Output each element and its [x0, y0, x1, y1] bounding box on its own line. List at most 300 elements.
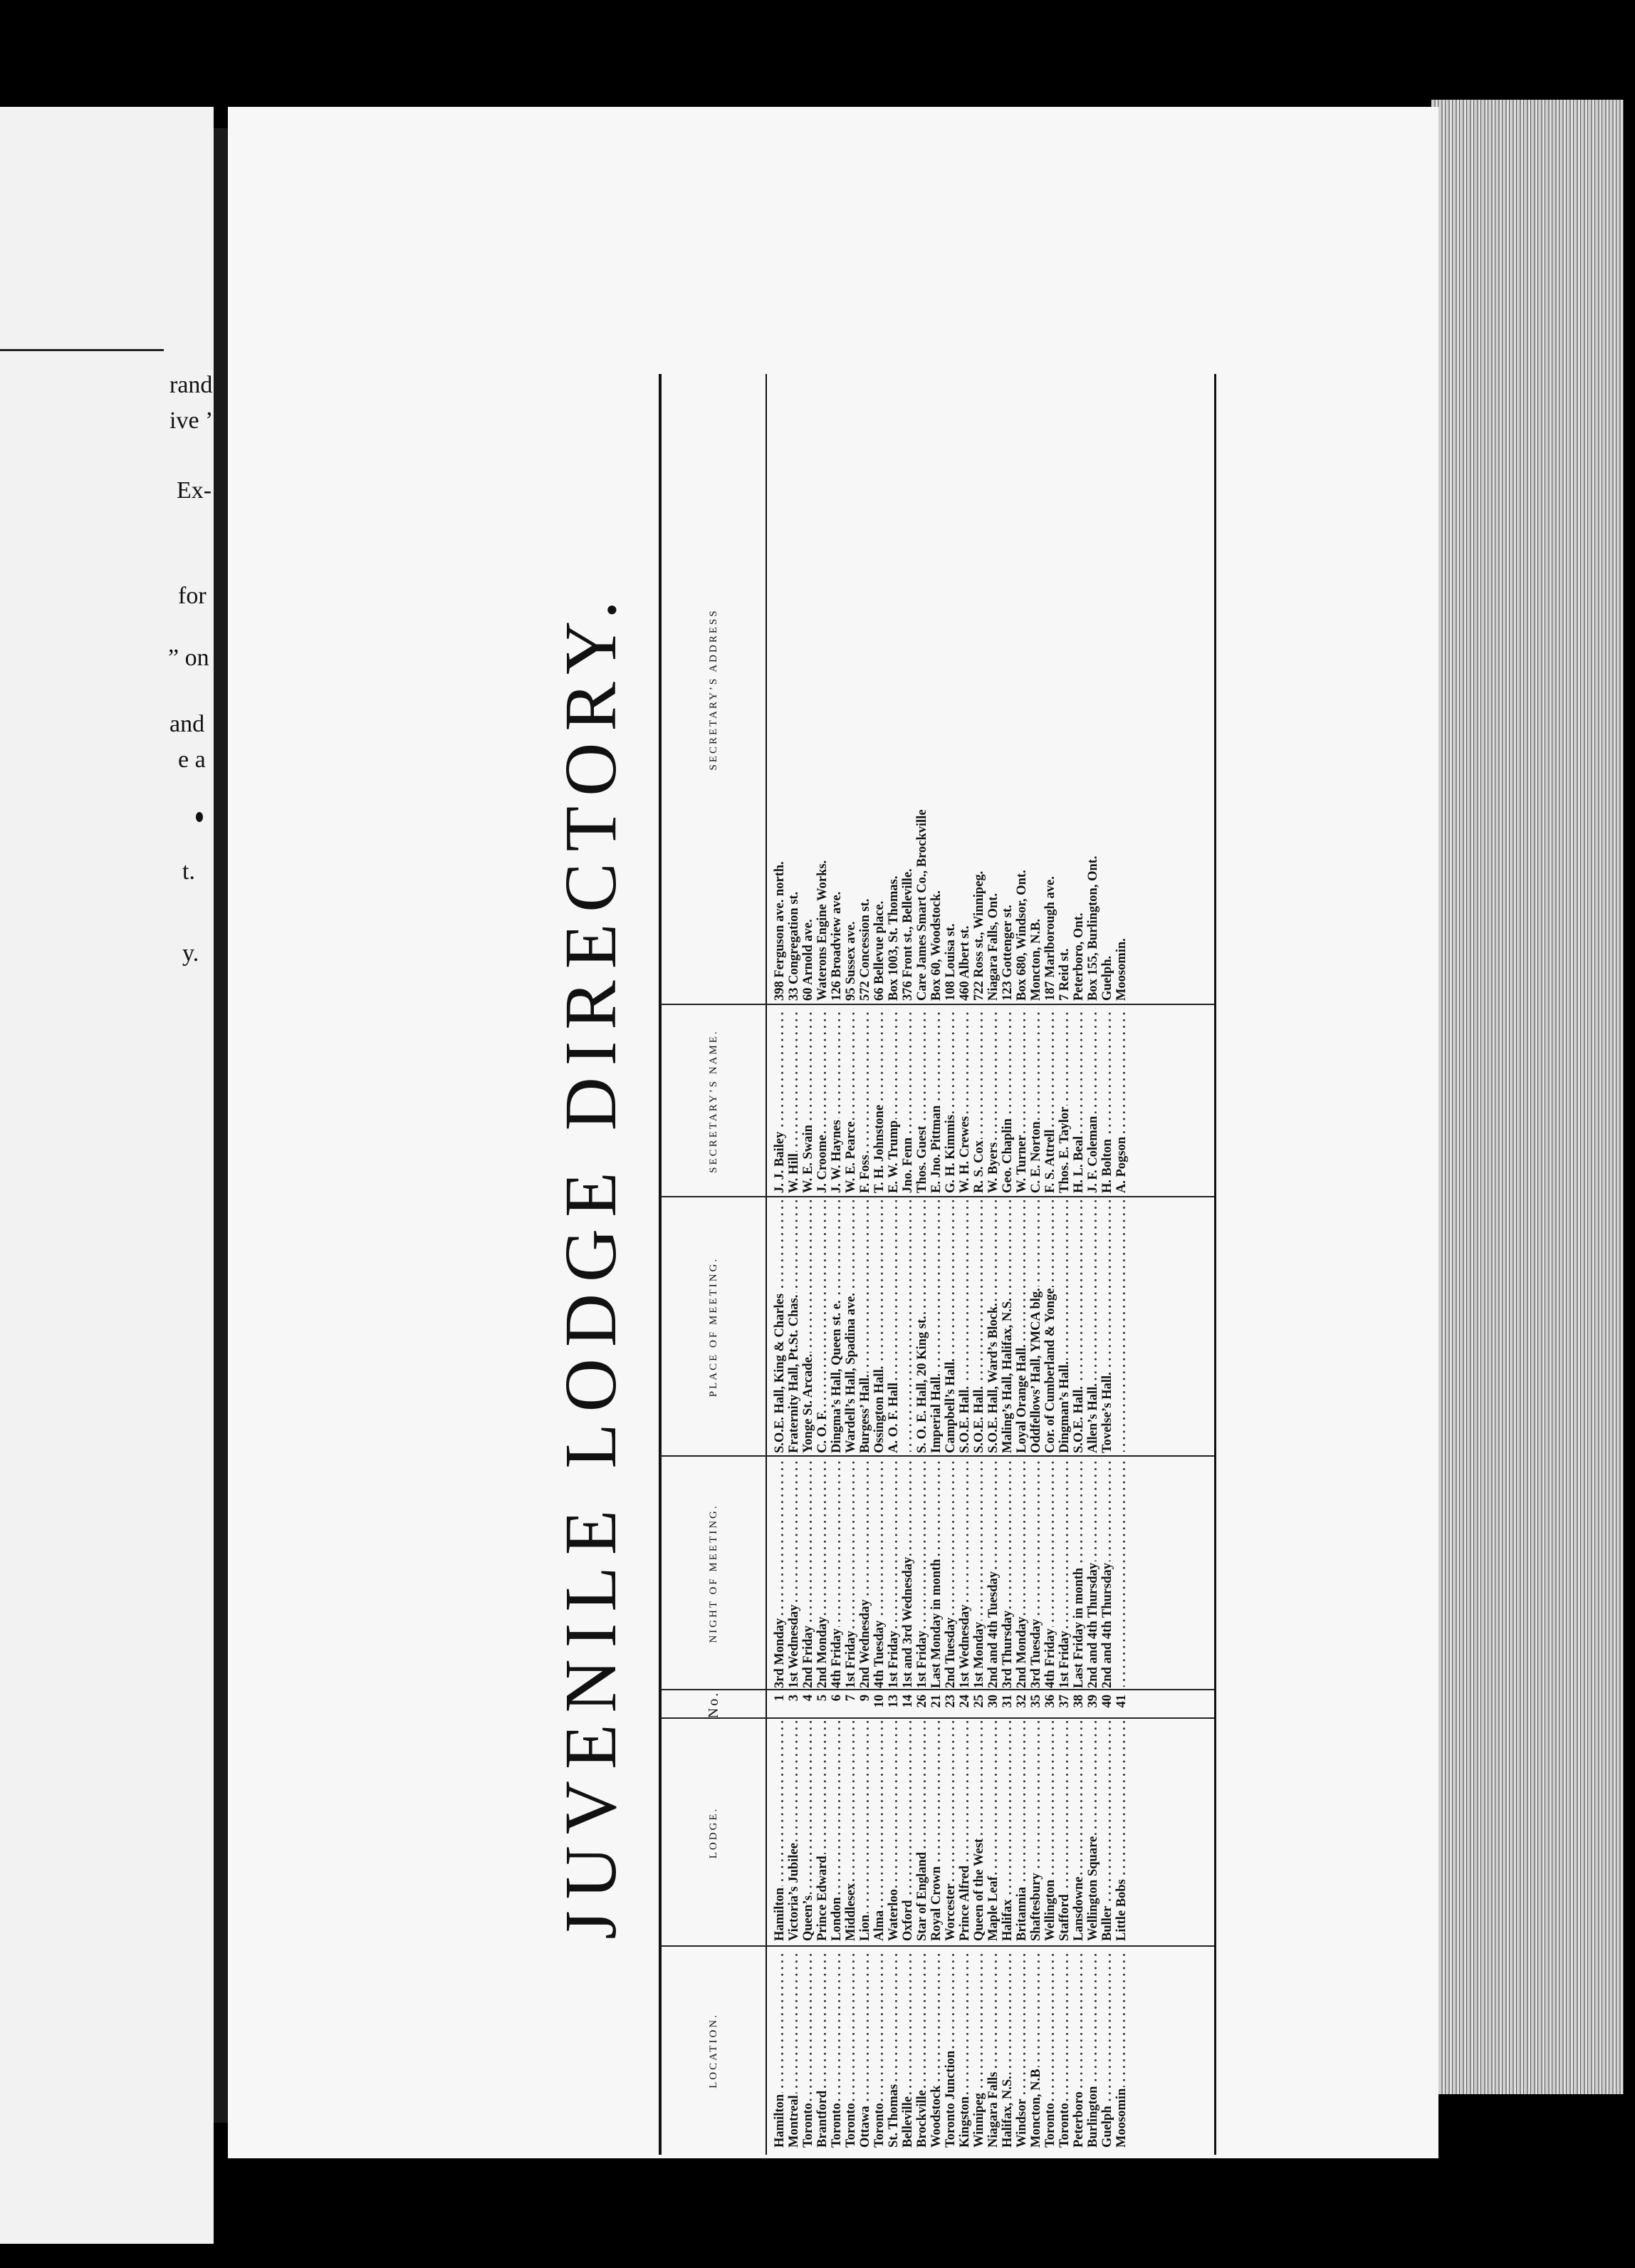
- secretary-address-cell: [1086, 388, 1100, 1001]
- number-cell-text: 13: [887, 1695, 901, 1708]
- place-cell: [986, 1200, 1001, 1453]
- place-cell: [815, 1200, 830, 1453]
- location-cell: [787, 1952, 801, 2148]
- secretary-name-cell-text: H. Bolton: [1100, 1138, 1114, 1193]
- secretary-address-cell: [1114, 388, 1129, 1001]
- place-cell: [1029, 1200, 1043, 1453]
- table-bottom-rule: [1214, 374, 1216, 2155]
- lodge-cell: [887, 1720, 901, 1941]
- number-cell-text: 26: [915, 1695, 929, 1708]
- secretary-address-cell-text: 33 Congregation st.: [787, 891, 801, 1001]
- secretary-address-cell-text: Guelph.: [1100, 955, 1114, 1001]
- secretary-name-cell-text: W. Byers: [986, 1142, 1001, 1193]
- night-cell: [929, 1458, 944, 1688]
- secretary-name-cell-text: E. W. Trump: [887, 1120, 901, 1193]
- lodge-cell: [929, 1720, 944, 1941]
- location-cell-text: Toronto Junction: [944, 2050, 958, 2148]
- lodge-cell: [844, 1720, 858, 1941]
- place-cell-text: Imperial Hall.: [929, 1373, 944, 1453]
- location-cell: [915, 1952, 929, 2148]
- secretary-address-cell: [958, 388, 972, 1001]
- location-cell: [815, 1952, 830, 2148]
- night-cell-text: 4th Friday: [830, 1628, 844, 1688]
- lodge-cell-text: Prince Alfred: [958, 1865, 972, 1941]
- number-cell-text: 32: [1015, 1695, 1029, 1708]
- lodge-cell-text: Hamilton: [773, 1887, 787, 1941]
- number-cell: [801, 1692, 815, 1719]
- place-cell: [787, 1200, 801, 1453]
- number-cell-text: 6: [830, 1695, 844, 1702]
- night-cell-text: 1st Wednesday: [958, 1604, 972, 1688]
- night-cell-text: 4th Friday: [1043, 1628, 1057, 1688]
- secretary-name-cell: [801, 1008, 815, 1193]
- location-cell: [844, 1952, 858, 2148]
- place-cell-text: S.O.E. Hall.: [958, 1385, 972, 1453]
- night-cell: [773, 1458, 787, 1688]
- location-cell-text: Montreal: [787, 2095, 801, 2148]
- location-cell-text: Hamilton: [773, 2093, 787, 2148]
- lodge-cell-text: Shaftesbury: [1029, 1873, 1043, 1941]
- number-cell: [858, 1692, 872, 1719]
- location-cell: [858, 1952, 872, 2148]
- night-cell-text: Last Monday in month: [929, 1559, 944, 1688]
- lodge-cell: [1001, 1720, 1015, 1941]
- lodge-cell-text: Middlesex: [844, 1883, 858, 1941]
- secretary-name-cell-text: W. Turner: [1015, 1135, 1029, 1193]
- secretary-name-cell: [830, 1008, 844, 1193]
- secretary-name-cell-text: Thos. E. Taylor: [1057, 1106, 1072, 1193]
- number-cell: [1072, 1692, 1086, 1719]
- number-cell-text: 41: [1114, 1695, 1129, 1708]
- lodge-cell: [1100, 1720, 1114, 1941]
- secretary-address-cell: [1072, 388, 1086, 1001]
- place-cell: [1015, 1200, 1029, 1453]
- secretary-name-cell: [773, 1008, 787, 1193]
- number-cell-text: 7: [844, 1695, 858, 1702]
- left-text-fragment: and: [169, 711, 205, 737]
- secretary-address-cell: [787, 388, 801, 1001]
- night-cell-text: 3rd Tuesday: [1029, 1618, 1043, 1688]
- number-cell: [915, 1692, 929, 1719]
- night-cell: [815, 1458, 830, 1688]
- night-cell-text: 1st and 3rd Wednesday: [901, 1556, 915, 1688]
- night-cell: [1100, 1458, 1114, 1688]
- location-cell-text: Toronto: [1057, 2103, 1072, 2148]
- number-cell-text: 5: [815, 1695, 830, 1702]
- lodge-cell: [1057, 1720, 1072, 1941]
- lodge-cell-text: London: [830, 1897, 844, 1941]
- number-cell-text: 30: [986, 1695, 1001, 1708]
- secretary-address-cell: [815, 388, 830, 1001]
- location-cell-text: Kingston: [958, 2096, 972, 2148]
- place-cell: [1043, 1200, 1057, 1453]
- place-cell-text: [901, 1452, 915, 1453]
- night-cell: [1114, 1458, 1129, 1688]
- place-cell-text: Yonge St. Arcade.: [801, 1353, 815, 1453]
- location-cell: [1043, 1952, 1057, 2148]
- location-cell: [1057, 1952, 1072, 2148]
- night-cell: [1015, 1458, 1029, 1688]
- secretary-address-cell-text: 398 Ferguson ave. north.: [773, 861, 787, 1001]
- place-cell: [887, 1200, 901, 1453]
- place-cell-text: S.O.E. Hall, King & Charles: [773, 1293, 787, 1453]
- secretary-address-cell: [1057, 388, 1072, 1001]
- place-cell-text: [1114, 1452, 1129, 1453]
- table-row: [1057, 374, 1072, 2155]
- table-row: [815, 374, 830, 2155]
- location-cell-text: St. Thomas: [887, 2084, 901, 2148]
- secretary-address-cell: [929, 388, 944, 1001]
- place-cell: [1072, 1200, 1086, 1453]
- table-row: [901, 374, 915, 2155]
- secretary-name-cell-text: J. J. Bailey: [773, 1131, 787, 1193]
- night-cell-text: 4th Tuesday: [872, 1620, 887, 1688]
- table-row: [1029, 374, 1043, 2155]
- night-cell: [787, 1458, 801, 1688]
- location-cell-text: Halifax, N.S.: [1001, 2076, 1015, 2148]
- secretary-address-cell-text: Box 1003, St. Thomas.: [887, 875, 901, 1001]
- place-cell: [1057, 1200, 1072, 1453]
- ink-speck: [196, 812, 203, 822]
- secretary-address-cell-text: 722 Ross st., Winnipeg.: [972, 870, 986, 1001]
- night-cell: [872, 1458, 887, 1688]
- secretary-address-cell-text: Box 680, Windsor, Ont.: [1015, 870, 1029, 1001]
- table-row: [1001, 374, 1015, 2155]
- night-cell: [901, 1458, 915, 1688]
- number-cell: [815, 1692, 830, 1719]
- left-text-fragment: ive ’: [169, 407, 214, 434]
- number-cell-text: 3: [787, 1695, 801, 1702]
- lodge-cell-text: Stafford: [1057, 1894, 1072, 1941]
- location-cell-text: Peterboro: [1072, 2091, 1086, 2148]
- secretary-name-cell: [929, 1008, 944, 1193]
- place-cell-text: Maling’s Hall, Halifax, N.S.: [1001, 1298, 1015, 1453]
- location-cell: [901, 1952, 915, 2148]
- left-text-fragment: Ex-: [177, 477, 212, 504]
- secretary-name-cell-text: W. Hill: [787, 1153, 801, 1193]
- secretary-address-cell-text: 60 Arnold ave.: [801, 919, 815, 1001]
- secretary-address-cell-text: Waterons Engine Works.: [815, 860, 830, 1001]
- number-cell-text: 35: [1029, 1695, 1043, 1708]
- left-text-fragment: e a: [178, 747, 206, 773]
- header-number: No.: [706, 1690, 721, 1719]
- secretary-name-cell-text: H. L. Beal: [1072, 1135, 1086, 1193]
- lodge-cell: [1015, 1720, 1029, 1941]
- lodge-cell: [944, 1720, 958, 1941]
- number-cell-text: 37: [1057, 1695, 1072, 1708]
- lodge-cell: [872, 1720, 887, 1941]
- number-cell: [1001, 1692, 1015, 1719]
- secretary-name-cell-text: W. E. Pearce: [844, 1121, 858, 1193]
- place-cell: [858, 1200, 872, 1453]
- header-secretary-name: SECRETARY’S NAME.: [708, 1029, 719, 1173]
- table-top-rule: [659, 374, 662, 2155]
- lodge-cell: [958, 1720, 972, 1941]
- table-row: [887, 374, 901, 2155]
- table-row: [1072, 374, 1086, 2155]
- lodge-cell: [972, 1720, 986, 1941]
- place-cell: [801, 1200, 815, 1453]
- secretary-name-cell: [844, 1008, 858, 1193]
- table-row: [915, 374, 929, 2155]
- secretary-name-cell: [986, 1008, 1001, 1193]
- place-cell: [773, 1200, 787, 1453]
- night-cell: [858, 1458, 872, 1688]
- location-cell: [801, 1952, 815, 2148]
- location-cell: [986, 1952, 1001, 2148]
- night-cell-text: [1114, 1687, 1129, 1688]
- location-cell: [773, 1952, 787, 2148]
- lodge-cell: [1086, 1720, 1100, 1941]
- table-header-rule: [766, 374, 767, 2155]
- number-cell-text: 25: [972, 1695, 986, 1708]
- lodge-cell-text: Royal Crown: [929, 1866, 944, 1941]
- secretary-name-cell: [872, 1008, 887, 1193]
- number-cell: [773, 1692, 787, 1719]
- secretary-name-cell: [1100, 1008, 1114, 1193]
- left-text-fragment: t.: [182, 858, 195, 885]
- secretary-address-cell: [872, 388, 887, 1001]
- secretary-name-cell: [887, 1008, 901, 1193]
- location-cell: [929, 1952, 944, 2148]
- lodge-cell: [1029, 1720, 1043, 1941]
- night-cell-text: 2nd Friday: [801, 1625, 815, 1688]
- night-cell: [972, 1458, 986, 1688]
- night-cell: [1057, 1458, 1072, 1688]
- place-cell: [1100, 1200, 1114, 1453]
- location-cell-text: Moosomin: [1114, 2088, 1129, 2148]
- place-cell: [901, 1200, 915, 1453]
- number-cell: [1043, 1692, 1057, 1719]
- secretary-name-cell: [1057, 1008, 1072, 1193]
- lodge-cell: [773, 1720, 787, 1941]
- lodge-cell-text: Halifax: [1001, 1899, 1015, 1941]
- secretary-name-cell-text: T. H. Johnstone: [872, 1104, 887, 1193]
- location-cell: [872, 1952, 887, 2148]
- place-cell-text: C. O. F.: [815, 1410, 830, 1453]
- secretary-address-cell: [1043, 388, 1057, 1001]
- lodge-cell-text: Lion: [858, 1914, 872, 1941]
- location-cell-text: Toronto: [1043, 2103, 1057, 2148]
- night-cell-text: 1st Friday: [1057, 1630, 1072, 1688]
- night-cell: [801, 1458, 815, 1688]
- secretary-address-cell-text: Moncton, N.B.: [1029, 918, 1043, 1001]
- secretary-address-cell-text: 376 Front st., Belleville.: [901, 868, 915, 1001]
- table-row: [958, 374, 972, 2155]
- lodge-cell: [1043, 1720, 1057, 1941]
- night-cell-text: 2nd and 4th Tuesday: [986, 1571, 1001, 1688]
- number-cell-text: 23: [944, 1695, 958, 1708]
- secretary-address-cell: [1029, 388, 1043, 1001]
- secretary-address-cell-text: Moosomin.: [1114, 938, 1129, 1001]
- directory-rows: [773, 374, 1129, 2155]
- lodge-cell-text: Buller: [1100, 1905, 1114, 1941]
- number-cell: [1114, 1692, 1129, 1719]
- left-text-fragment: y.: [182, 940, 199, 967]
- lodge-cell: [986, 1720, 1001, 1941]
- location-cell-text: Windsor: [1015, 2098, 1029, 2148]
- number-cell: [887, 1692, 901, 1719]
- night-cell-text: 3rd Thursday: [1001, 1610, 1015, 1688]
- secretary-address-cell: [844, 388, 858, 1001]
- lodge-cell-text: Worcester: [944, 1883, 958, 1941]
- table-row: [1114, 374, 1129, 2155]
- night-cell: [1029, 1458, 1043, 1688]
- secretary-address-cell-text: Niagara Falls, Ont.: [986, 893, 1001, 1001]
- lodge-cell-text: Britannia: [1015, 1886, 1029, 1941]
- secretary-address-cell: [1001, 388, 1015, 1001]
- place-cell: [1001, 1200, 1015, 1453]
- secretary-address-cell: [915, 388, 929, 1001]
- location-cell: [1100, 1952, 1114, 2148]
- location-cell-text: Moncton, N.B: [1029, 2069, 1043, 2148]
- secretary-address-cell: [858, 388, 872, 1001]
- secretary-name-cell-text: J. F. Coleman: [1086, 1115, 1100, 1193]
- location-cell-text: Niagara Falls: [986, 2071, 1001, 2148]
- lodge-cell-text: Wellington: [1043, 1879, 1057, 1941]
- night-cell: [986, 1458, 1001, 1688]
- lodge-cell: [1072, 1720, 1086, 1941]
- table-row: [830, 374, 844, 2155]
- secretary-name-cell: [1043, 1008, 1057, 1193]
- secretary-address-cell: [944, 388, 958, 1001]
- secretary-name-cell: [944, 1008, 958, 1193]
- place-cell-text: S. O. E. Hall, 20 King st.: [915, 1316, 929, 1453]
- lodge-cell-text: Prince Edward: [815, 1856, 830, 1941]
- secretary-name-cell-text: W. H. Crewes: [958, 1116, 972, 1193]
- table-row: [787, 374, 801, 2155]
- place-cell-text: Dingman’s Hall.: [1057, 1361, 1072, 1453]
- lodge-cell-text: Maple Leaf: [986, 1876, 1001, 1941]
- night-cell: [1001, 1458, 1015, 1688]
- night-cell-text: 2nd Monday: [815, 1616, 830, 1688]
- night-cell-text: 2nd and 4th Thursday: [1100, 1562, 1114, 1688]
- night-cell: [830, 1458, 844, 1688]
- secretary-name-cell-text: F. S. Attrell: [1043, 1129, 1057, 1193]
- lodge-cell-text: Lansdowne: [1072, 1876, 1086, 1941]
- secretary-name-cell-text: W. E. Swain: [801, 1125, 815, 1193]
- night-cell-text: 1st Friday: [844, 1630, 858, 1688]
- place-cell-text: Burgess’ Hall.: [858, 1374, 872, 1453]
- secretary-name-cell: [958, 1008, 972, 1193]
- secretary-address-cell-text: Care James Smart Co., Brockville: [915, 809, 929, 1001]
- lodge-cell: [815, 1720, 830, 1941]
- secretary-address-cell: [830, 388, 844, 1001]
- place-cell-text: Loyal Orange Hall.: [1015, 1344, 1029, 1453]
- number-cell-text: 21: [929, 1695, 944, 1708]
- night-cell-text: 2nd and 4th Thursday: [1086, 1562, 1100, 1688]
- lodge-cell: [801, 1720, 815, 1941]
- night-cell-text: 2nd Wednesday: [858, 1599, 872, 1688]
- night-cell: [1043, 1458, 1057, 1688]
- number-cell: [1015, 1692, 1029, 1719]
- location-cell: [1072, 1952, 1086, 2148]
- location-cell: [1114, 1952, 1129, 2148]
- header-lodge: LODGE.: [708, 1806, 719, 1859]
- secretary-name-cell: [915, 1008, 929, 1193]
- place-cell: [872, 1200, 887, 1453]
- location-cell-text: Guelph: [1100, 2106, 1114, 2148]
- location-cell-text: Brockville: [915, 2090, 929, 2148]
- place-cell: [915, 1200, 929, 1453]
- place-cell-text: Cor. of Cumberland & Yonge: [1043, 1288, 1057, 1453]
- place-cell-text: S.O.E. Hall.: [972, 1385, 986, 1453]
- header-place-of-meeting: PLACE OF MEETING.: [708, 1257, 719, 1398]
- place-cell-text: Fraternity Hall, Pt.St. Chas.: [787, 1294, 801, 1453]
- secretary-address-cell-text: 187 Marlborough ave.: [1043, 876, 1057, 1001]
- secretary-address-cell: [801, 388, 815, 1001]
- secretary-name-cell: [1015, 1008, 1029, 1193]
- place-cell: [830, 1200, 844, 1453]
- night-cell-text: 1st Wednesday: [787, 1604, 801, 1688]
- place-cell-text: Ossington Hall.: [872, 1366, 887, 1453]
- place-cell: [929, 1200, 944, 1453]
- place-cell-text: Dingma’s Hall, Queen st. e.: [830, 1300, 844, 1453]
- place-cell: [958, 1200, 972, 1453]
- header-night-of-meeting: NIGHT OF MEETING.: [708, 1504, 719, 1643]
- secretary-address-cell-text: 126 Broadview ave.: [830, 891, 844, 1001]
- secretary-address-cell: [901, 388, 915, 1001]
- number-cell: [787, 1692, 801, 1719]
- table-row: [1086, 374, 1100, 2155]
- secretary-name-cell: [787, 1008, 801, 1193]
- secretary-address-cell: [773, 388, 787, 1001]
- secretary-name-cell-text: A. Pogson: [1114, 1136, 1129, 1193]
- secretary-name-cell-text: C. E. Norton: [1029, 1121, 1043, 1193]
- secretary-name-cell: [972, 1008, 986, 1193]
- secretary-address-cell: [1100, 388, 1114, 1001]
- secretary-address-cell-text: 95 Sussex ave.: [844, 921, 858, 1001]
- number-cell-text: 24: [958, 1695, 972, 1708]
- place-cell-text: Tovelse’s Hall.: [1100, 1372, 1114, 1453]
- number-cell: [944, 1692, 958, 1719]
- number-cell: [901, 1692, 915, 1719]
- secretary-address-cell: [887, 388, 901, 1001]
- place-cell: [1114, 1200, 1129, 1453]
- place-cell-text: Allen’s Hall.: [1086, 1383, 1100, 1453]
- secretary-name-cell: [901, 1008, 915, 1193]
- lodge-cell-text: Wellington Square: [1086, 1836, 1100, 1941]
- number-cell: [986, 1692, 1001, 1719]
- secretary-address-cell-text: 66 Bellevue place.: [872, 900, 887, 1001]
- number-cell: [1057, 1692, 1072, 1719]
- secretary-name-cell-text: E. Jno. Pittman: [929, 1105, 944, 1193]
- lodge-cell-text: Alma: [872, 1910, 887, 1941]
- table-row: [972, 374, 986, 2155]
- secretary-name-cell: [1029, 1008, 1043, 1193]
- lodge-cell: [858, 1720, 872, 1941]
- directory-table: [531, 374, 1243, 2155]
- number-cell-text: 31: [1001, 1695, 1015, 1708]
- secretary-address-cell-text: 572 Concession st.: [858, 898, 872, 1001]
- number-cell-text: 14: [901, 1695, 915, 1708]
- night-cell: [915, 1458, 929, 1688]
- night-cell: [1072, 1458, 1086, 1688]
- night-cell-text: Last Friday in month: [1072, 1567, 1086, 1688]
- lodge-cell-text: Victoria’s Jubilee: [787, 1843, 801, 1941]
- lodge-cell: [901, 1720, 915, 1941]
- lodge-cell: [1114, 1720, 1129, 1941]
- night-cell: [958, 1458, 972, 1688]
- secretary-name-cell-text: J. Croome: [815, 1135, 830, 1193]
- place-cell: [972, 1200, 986, 1453]
- number-cell-text: 1: [773, 1695, 787, 1702]
- night-cell: [844, 1458, 858, 1688]
- secretary-name-cell-text: R. S. Cox: [972, 1140, 986, 1193]
- number-cell-text: 38: [1072, 1695, 1086, 1708]
- table-row: [1100, 374, 1114, 2155]
- secretary-address-cell-text: 7 Reid st.: [1057, 948, 1072, 1001]
